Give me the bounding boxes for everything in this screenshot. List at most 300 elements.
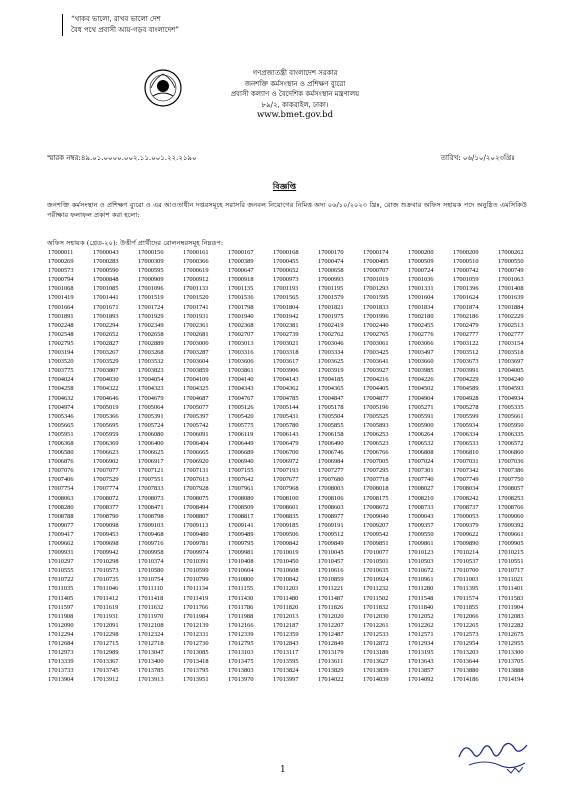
roll-number-cell: 17002419 (318, 321, 344, 329)
roll-number-cell: 17011840 (408, 603, 434, 611)
roll-number-cell: 17012487 (318, 630, 344, 638)
roll-number-cell: 17000170 (318, 249, 344, 256)
roll-number-cell: 17010800 (228, 576, 254, 584)
roll-number-cell: 17001195 (318, 285, 344, 293)
roll-number-cell: 17012718 (138, 640, 164, 648)
roll-number-cell: 17000168 (273, 249, 299, 256)
table-row (47, 548, 542, 557)
roll-number-cell: 17011786 (228, 603, 254, 611)
roll-number-cell: 17009379 (453, 521, 479, 529)
roll-number-cell: 17011430 (228, 594, 254, 602)
roll-number-cell: 17012066 (453, 612, 479, 620)
roll-number-cell: 17005934 (453, 421, 479, 429)
roll-number-cell: 17007961 (228, 485, 254, 493)
roll-number-cell: 17001068 (48, 285, 74, 293)
table-row (47, 430, 542, 439)
roll-number-cell: 17010503 (408, 558, 434, 566)
table-row (47, 366, 542, 375)
roll-number-cell: 17011110 (138, 585, 163, 593)
roll-number-cell: 17012261 (363, 621, 389, 629)
roll-number-cell: 17001331 (408, 285, 434, 293)
roll-number-cell: 17011035 (48, 585, 74, 593)
roll-number-cell: 17001624 (453, 294, 479, 302)
roll-number-cell: 17005391 (138, 412, 164, 420)
roll-number-cell: 17001193 (273, 285, 299, 293)
roll-number-cell: 17008790 (93, 512, 119, 520)
roll-number-cell: 17001891 (48, 312, 74, 320)
roll-number-cell: 17010450 (273, 558, 299, 566)
roll-number-cell: 17012533 (363, 630, 389, 638)
roll-number-cell: 17003617 (273, 358, 299, 366)
roll-number-cell: 17010735 (93, 576, 119, 584)
roll-number-cell: 17001884 (498, 303, 524, 311)
table-row (47, 612, 542, 621)
roll-number-cell: 17013839 (363, 667, 389, 675)
table-row (47, 494, 542, 503)
roll-number-cell: 17007005 (363, 458, 389, 466)
roll-number-cell: 17002739 (273, 330, 299, 338)
roll-number-cell: 17012265 (453, 621, 479, 629)
roll-number-cell: 17007295 (363, 467, 389, 475)
roll-number-cell: 17002349 (138, 321, 164, 329)
roll-number-cell: 17012207 (318, 621, 344, 629)
roll-number-cell: 17003641 (363, 358, 389, 366)
roll-number-cell: 17012573 (453, 630, 479, 638)
roll-number-cell: 17004325 (183, 385, 209, 393)
roll-number-cell: 17004767 (228, 394, 254, 402)
roll-number-cell: 17000161 (183, 249, 209, 256)
roll-number-cell: 17010717 (498, 567, 524, 575)
roll-number-cell: 17004109 (183, 376, 209, 384)
roll-number-cell: 17000167 (228, 249, 254, 256)
roll-number-cell: 17011046 (93, 585, 119, 593)
roll-number-cell: 17006700 (273, 449, 299, 457)
roll-number-cell: 17004934 (498, 394, 524, 402)
roll-number-cell: 17013880 (453, 667, 479, 675)
roll-number-cell: 17005780 (273, 421, 299, 429)
roll-number-cell: 17012298 (93, 630, 119, 638)
roll-number-cell: 17003906 (273, 367, 299, 375)
government-seal-icon (143, 68, 183, 108)
roll-number-cell: 17008242 (453, 494, 479, 502)
roll-number-cell: 17006972 (273, 458, 299, 466)
roll-number-cell: 17011003 (453, 576, 479, 584)
roll-number-cell: 17011988 (228, 612, 254, 620)
roll-number-cell: 17012013 (273, 612, 299, 620)
roll-number-cell: 17005959 (93, 430, 119, 438)
roll-number-cell: 17013367 (93, 658, 119, 666)
roll-number-cell: 17002777 (453, 330, 479, 338)
roll-number-cell: 17004974 (48, 403, 74, 411)
roll-number-cell: 17001931 (183, 312, 209, 320)
roll-number-cell: 17003529 (93, 358, 119, 366)
roll-number-cell: 17002248 (48, 321, 74, 329)
roll-number-cell: 17002294 (93, 321, 119, 329)
roll-number-cell: 17006368 (48, 439, 74, 447)
roll-number-cell: 17000156 (138, 249, 164, 256)
roll-number-cell: 17012083 (498, 612, 524, 620)
roll-number-cell: 17013913 (138, 676, 164, 684)
roll-number-cell: 17011583 (498, 594, 524, 602)
roll-number-cell: 17003697 (498, 358, 524, 366)
roll-number-cell: 17012675 (498, 630, 524, 638)
roll-number-cell: 17011405 (48, 594, 74, 602)
roll-number-cell: 17000550 (498, 258, 524, 266)
roll-number-cell: 17003861 (228, 367, 254, 375)
roll-number-cell: 17008377 (93, 503, 119, 511)
roll-number-cell: 17008003 (318, 485, 344, 493)
roll-number-cell: 17002381 (273, 321, 299, 329)
roll-number-cell: 17000742 (453, 267, 479, 275)
roll-number-cell: 17005420 (228, 412, 254, 420)
roll-number-cell: 17013643 (408, 658, 434, 666)
roll-number-cell: 17012973 (48, 649, 74, 657)
roll-number-cell: 17004140 (228, 376, 254, 384)
roll-number-cell: 17013203 (453, 649, 479, 657)
roll-number-cell: 17009974 (183, 549, 209, 557)
roll-number-cell: 17007131 (183, 467, 209, 475)
header-line-1: গণপ্রজাতন্ত্রী বাংলাদেশ সরকার (252, 69, 338, 77)
roll-number-cell: 17011855 (453, 603, 479, 611)
roll-number-cell: 17005278 (453, 403, 479, 411)
roll-number-cell: 17011984 (183, 612, 209, 620)
roll-number-cell: 17006917 (138, 458, 164, 466)
roll-number-cell: 17005665 (48, 421, 74, 429)
roll-number-cell: 17004005 (498, 367, 524, 375)
roll-number-cell: 17010573 (93, 567, 119, 575)
roll-number-cell: 17004030 (93, 376, 119, 384)
roll-number-cell: 17007750 (498, 476, 524, 484)
roll-number-cell: 17011931 (93, 612, 119, 620)
roll-number-cell: 17001874 (453, 303, 479, 311)
roll-number-cell: 17004323 (138, 385, 164, 393)
roll-number-cell: 17004928 (453, 394, 479, 402)
website-link[interactable]: www.bmet.gov.bd (256, 110, 334, 120)
roll-number-cell: 17008672 (363, 503, 389, 511)
roll-number-cell: 17011548 (408, 594, 434, 602)
roll-number-cell: 17003927 (363, 367, 389, 375)
roll-number-cell: 17004185 (318, 376, 344, 384)
roll-number-cell: 17008072 (93, 494, 119, 502)
table-row (47, 321, 542, 330)
roll-number-cell: 17008977 (318, 512, 344, 520)
roll-number-cell: 17001059 (453, 276, 479, 284)
roll-number-cell: 17003425 (363, 349, 389, 357)
roll-number-cell: 17004322 (93, 385, 119, 393)
table-row (47, 539, 542, 548)
roll-number-cell: 17009931 (48, 549, 74, 557)
roll-number-cell: 17001724 (138, 303, 164, 311)
roll-number-cell: 17011480 (273, 594, 299, 602)
roll-number-cell: 17010457 (318, 558, 344, 566)
roll-number-cell: 17013611 (318, 658, 344, 666)
roll-number-cell: 17010580 (138, 567, 164, 575)
roll-number-cell: 17011766 (183, 603, 209, 611)
table-row (47, 484, 542, 493)
roll-number-cell: 17000510 (453, 258, 479, 266)
roll-number-cell: 17009842 (273, 540, 299, 547)
roll-number-table (47, 248, 542, 685)
roll-number-cell: 17000794 (48, 276, 74, 284)
roll-number-cell: 17008494 (183, 503, 209, 511)
header-line-4: ৮৯/২, কাকরাইল, ঢাকা। (261, 100, 329, 109)
roll-number-cell: 17014039 (363, 676, 389, 684)
roll-number-cell: 17012030 (363, 612, 389, 620)
roll-number-cell: 17001408 (498, 285, 524, 293)
table-row (47, 503, 542, 512)
roll-number-cell: 17013475 (228, 658, 254, 666)
roll-number-cell: 17004365 (318, 385, 344, 393)
table-row (47, 257, 542, 266)
roll-number-cell: 17001798 (228, 303, 254, 311)
roll-number-cell: 17000455 (273, 258, 299, 266)
table-row (47, 566, 542, 575)
roll-number-cell: 17010077 (363, 549, 389, 557)
roll-number-cell: 17001085 (93, 285, 119, 293)
roll-number-cell: 17006523 (363, 439, 389, 447)
roll-number-cell: 17007968 (273, 485, 299, 493)
roll-number-cell: 17007718 (363, 476, 389, 484)
roll-number-cell: 17013733 (48, 667, 74, 675)
roll-number-cell: 17008075 (183, 494, 209, 502)
roll-number-cell: 17012843 (273, 640, 299, 648)
roll-number-cell: 17010961 (408, 576, 434, 584)
roll-number-cell: 17008817 (228, 512, 254, 520)
roll-number-cell: 17011134 (183, 585, 209, 593)
roll-number-cell: 17009661 (498, 530, 524, 538)
roll-number-cell: 17005900 (408, 421, 434, 429)
roll-number-cell: 17013803 (228, 667, 254, 675)
document-date: তারিখ: ০৬/১০/২০২৩খ্রিঃ (440, 154, 515, 162)
roll-number-cell: 17009453 (93, 530, 119, 538)
roll-number-cell: 17006572 (498, 439, 524, 447)
roll-number-cell: 17000011 (48, 249, 74, 256)
table-row (47, 375, 542, 384)
roll-number-cell: 17001664 (48, 303, 74, 311)
roll-number-cell: 17007036 (498, 458, 524, 466)
roll-number-cell: 17009043 (408, 512, 434, 520)
roll-number-cell: 17001293 (363, 285, 389, 293)
roll-number-cell: 17008034 (453, 485, 479, 493)
table-row (47, 248, 542, 257)
roll-number-cell: 17005178 (318, 403, 344, 411)
roll-number-cell: 17013644 (453, 658, 479, 666)
roll-number-cell: 17012139 (183, 621, 209, 629)
roll-number-cell: 17003660 (408, 358, 434, 366)
roll-number-cell: 17000509 (408, 258, 434, 266)
roll-number-cell: 17009040 (363, 512, 389, 520)
roll-number-cell: 17004024 (48, 376, 74, 384)
roll-number-cell: 17008057 (498, 485, 524, 493)
roll-number-cell: 17001565 (273, 294, 299, 302)
roll-number-cell: 17013627 (363, 658, 389, 666)
roll-number-cell: 17008280 (48, 503, 74, 511)
roll-number-cell: 17004216 (363, 376, 389, 384)
roll-number-cell: 17004362 (273, 385, 299, 393)
roll-number-cell: 17003919 (318, 367, 344, 375)
roll-number-cell: 17007529 (93, 476, 119, 484)
roll-number-cell: 17001833 (363, 303, 389, 311)
roll-number-cell: 17002762 (318, 330, 344, 338)
roll-number-cell: 17001821 (318, 303, 344, 311)
roll-number-cell: 17009905 (498, 540, 524, 547)
roll-number-cell: 17012339 (228, 630, 254, 638)
roll-number-cell: 17010123 (408, 549, 434, 557)
roll-number-cell: 17000495 (363, 258, 389, 266)
roll-number-cell: 17009077 (48, 521, 74, 529)
roll-number-cell: 17005271 (408, 403, 434, 411)
roll-number-cell: 17009480 (183, 530, 209, 538)
roll-number-cell: 17005525 (363, 412, 389, 420)
roll-number-cell: 17012715 (93, 640, 119, 648)
roll-number-cell: 17000973 (273, 276, 299, 284)
roll-number-cell: 17012849 (318, 640, 344, 648)
roll-number-cell: 17000909 (138, 276, 164, 284)
roll-number-cell: 17012166 (228, 621, 254, 629)
roll-number-cell: 17002229 (498, 312, 524, 320)
roll-number-cell: 17013951 (183, 676, 209, 684)
roll-number-cell: 17007642 (228, 476, 254, 484)
slogan-line-1: “থাকব ভালো, রাখব ভালো দেশ (71, 15, 161, 23)
roll-number-cell: 17004632 (48, 394, 74, 402)
roll-number-cell: 17010616 (318, 567, 344, 575)
roll-number-cell: 17009622 (453, 530, 479, 538)
roll-number-cell: 17002652 (93, 330, 119, 338)
roll-number-cell: 17007774 (93, 485, 119, 493)
roll-number-cell: 17013595 (273, 658, 299, 666)
roll-number-cell: 17001396 (453, 285, 479, 293)
roll-number-cell: 17005951 (48, 430, 74, 438)
roll-number-cell: 17000848 (93, 276, 119, 284)
roll-number-cell: 17007406 (48, 476, 74, 484)
roll-number-cell: 17006860 (498, 449, 524, 457)
table-row (47, 384, 542, 393)
roll-number-cell: 17010374 (138, 558, 164, 566)
roll-number-cell: 17007024 (408, 458, 434, 466)
roll-number-cell: 17009506 (273, 530, 299, 538)
roll-number-cell: 17012684 (48, 640, 74, 648)
roll-number-cell: 17004229 (453, 376, 479, 384)
roll-number-cell: 17008027 (408, 485, 434, 493)
roll-number-cell: 17012795 (228, 640, 254, 648)
roll-number-cell: 17007677 (273, 476, 299, 484)
roll-number-cell: 17007740 (408, 476, 434, 484)
roll-number-cell: 17000707 (363, 267, 389, 275)
roll-number-cell: 17013400 (138, 658, 164, 666)
roll-number-cell: 17008018 (363, 485, 389, 493)
roll-number-cell: 17003775 (48, 367, 74, 375)
roll-number-cell: 17011221 (318, 585, 344, 593)
roll-number-cell: 17003518 (498, 349, 524, 357)
roll-number-cell: 17012052 (408, 612, 434, 620)
roll-number-cell: 17013418 (183, 658, 209, 666)
roll-number-cell: 17005950 (498, 421, 524, 429)
table-row (47, 630, 542, 639)
roll-number-cell: 17000658 (318, 267, 344, 275)
roll-number-cell: 17007754 (48, 485, 74, 493)
roll-number-cell: 17006808 (408, 449, 434, 457)
roll-number-cell: 17003122 (453, 339, 479, 347)
roll-number-cell: 17006920 (183, 458, 209, 466)
roll-number-cell: 17001063 (498, 276, 524, 284)
roll-number-cell: 17003532 (138, 358, 164, 366)
roll-number-cell: 17005346 (48, 412, 74, 420)
table-row (47, 348, 542, 357)
roll-number-cell: 17000724 (408, 267, 434, 275)
roll-number-cell: 17008603 (318, 503, 344, 511)
roll-number-cell: 17013300 (498, 649, 524, 657)
roll-number-cell: 17006490 (318, 439, 344, 447)
roll-number-cell: 17002180 (408, 312, 434, 320)
roll-number-cell: 17014186 (453, 676, 479, 684)
roll-number-cell: 17004405 (363, 385, 389, 393)
roll-number-cell: 17002361 (183, 321, 209, 329)
roll-number-cell: 17003625 (318, 358, 344, 366)
table-row (47, 357, 542, 366)
roll-number-cell: 17004687 (183, 394, 209, 402)
roll-number-cell: 17002889 (138, 339, 164, 347)
roll-number-cell: 17010555 (48, 567, 74, 575)
roll-number-cell: 17008766 (498, 503, 524, 511)
roll-number-cell: 17001441 (93, 294, 119, 302)
table-row (47, 521, 542, 530)
roll-number-cell: 17002827 (93, 339, 119, 347)
roll-number-cell: 17003334 (318, 349, 344, 357)
roll-number-cell: 17006369 (93, 439, 119, 447)
roll-number-cell: 17011597 (48, 603, 74, 611)
roll-number-cell: 17006143 (273, 430, 299, 438)
roll-number-cell: 17011280 (408, 585, 434, 593)
roll-number-cell: 17004646 (93, 394, 119, 402)
roll-number-cell: 17001929 (138, 312, 164, 320)
roll-number-cell: 17000993 (318, 276, 344, 284)
roll-number-cell: 17009098 (93, 521, 119, 529)
roll-number-cell: 17004240 (498, 376, 524, 384)
roll-number-cell: 17006253 (363, 430, 389, 438)
roll-number-cell: 17000652 (273, 267, 299, 275)
roll-number-cell: 17004847 (318, 394, 344, 402)
table-row (47, 394, 542, 403)
roll-number-cell: 17009849 (318, 540, 344, 547)
roll-number-cell: 17003316 (228, 349, 254, 357)
roll-number-cell: 17012294 (48, 630, 74, 638)
roll-number-cell: 17000174 (363, 249, 389, 256)
roll-number-cell: 17009191 (318, 521, 344, 529)
roll-number-cell: 17012954 (453, 640, 479, 648)
roll-number-cell: 17006158 (318, 430, 344, 438)
table-row (47, 412, 542, 421)
roll-number-cell: 17007342 (453, 467, 479, 475)
roll-number-cell: 17011574 (453, 594, 479, 602)
roll-number-cell: 17013745 (93, 667, 119, 675)
roll-number-cell: 17011487 (318, 594, 344, 602)
table-row (47, 457, 542, 466)
roll-number-cell: 17006264 (408, 430, 434, 438)
roll-number-cell: 17003497 (408, 349, 434, 357)
roll-number-cell: 17004143 (273, 376, 299, 384)
roll-number-cell: 17013997 (273, 676, 299, 684)
roll-number-cell: 17006091 (183, 430, 209, 438)
roll-number-cell: 17006533 (453, 439, 479, 447)
roll-number-cell: 17004054 (138, 376, 164, 384)
roll-number-cell: 17000389 (228, 258, 254, 266)
roll-number-cell: 17001940 (228, 312, 254, 320)
roll-number-cell: 17010599 (183, 567, 209, 575)
roll-number-cell: 17002776 (408, 330, 434, 338)
roll-number-cell: 17003673 (453, 358, 479, 366)
roll-number-cell: 17003512 (453, 349, 479, 357)
roll-number-cell: 17010700 (453, 567, 479, 575)
